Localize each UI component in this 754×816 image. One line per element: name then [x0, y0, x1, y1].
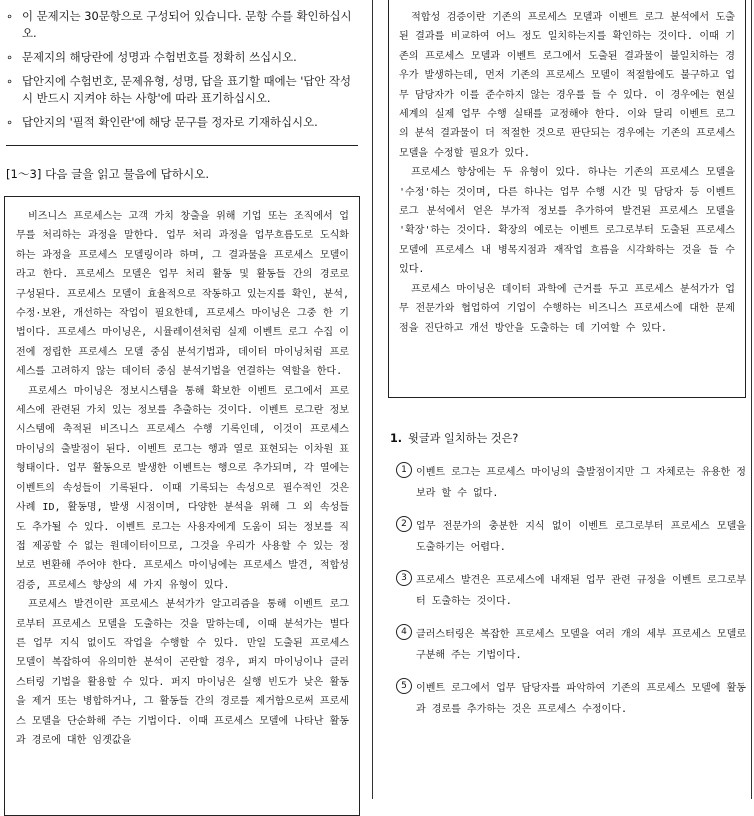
question-stem: 1. 윗글과 일치하는 것은?	[390, 432, 519, 445]
choice-text: 업무 전문가의 충분한 지식 없이 이벤트 로그로부터 프로세스 모델을 도출하기는 어렵다.	[416, 521, 746, 553]
choice-number-circle: 4	[396, 624, 412, 640]
instruction-item: ∘ 문제지의 해당란에 성명과 수험번호를 정확히 쓰십시오.	[6, 50, 297, 64]
passage-paragraph: 프로세스 발견이란 프로세스 분석가가 알고리즘을 통해 이벤트 로그로부터 프로세스 모델을 도출하는 것을 말하는데, 이때 분석가는 별다른 업무 지식 없이도 작업을 수행할 수 있다. 만일 도출된 프로세스 모델이 복잡하여 유의미한 분석이 곤란할 경우, 퍼지 마이닝이나 클러스터링 기법을 활용할 수 있다. 퍼지 마이닝은 실행 빈도가 낮은 활동을 제거 또는 병합하거나, 그 활동들 간의 경로를 제거함으로써 프로세스 모델을 단순화해 주는 기법이다. 이때 프로세스 모델에 나타난 활동과 경로에 대한 임곗값을	[16, 599, 349, 746]
left-column	[0, 0, 372, 799]
page-right-border	[751, 0, 752, 799]
choice-number-circle: 2	[396, 516, 412, 532]
passage-paragraph: 비즈니스 프로세스는 고객 가치 창출을 위해 기업 또는 조직에서 업무를 처리하는 과정을 말한다. 업무 처리 과정을 업무흐름도로 도식화하는 과정을 프로세스 모델링이라 하며, 그 결과물을 프로세스 모델이라고 한다. 프로세스 모델은 업무 처리 활동 및 활동들 간의 경로로 구성된다. 프로세스 모델이 효율적으로 작동하고 있는지를 확인, 분석, 수정·보완, 개선하는 작업이 필요한데, 프로세스 마이닝은 그중 한 기법이다. 프로세스 마이닝은, 시뮬레이션처럼 실제 이벤트 로그 수집 이전에 정립한 프로세스 모델 중심 분석기법과, 데이터 마이닝처럼 프로세스를 고려하지 않는 데이터 중심 분석기법을 연결하는 역할을 한다.	[16, 211, 349, 378]
answer-choice-5[interactable]	[390, 678, 746, 720]
passage-paragraph: 적합성 검증이란 기존의 프로세스 모델과 이벤트 로그 분석에서 도출된 결과를 비교하여 어느 정도 일치하는지를 확인하는 것이다. 이때 기존의 프로세스 모델과 이벤트 로그에서 도출된 결과물이 불일치하는 경우가 발생하는데, 먼저 기존의 프로세스 모델이 적절함에도 불구하고 업무 담당자가 이를 준수하지 않는 경우를 들 수 있다. 이 경우에는 현실 세계의 실제 업무 수행 실태를 교정해야 한다. 이와 달리 이벤트 로그의 분석 결과물이 더 적절한 것으로 판단되는 경우에는 기존의 프로세스 모델을 수정할 필요가 있다.	[399, 12, 735, 159]
passage-paragraph: 프로세스 마이닝은 정보시스템을 통해 확보한 이벤트 로그에서 프로세스에 관련된 가치 있는 정보를 추출하는 것이다. 이벤트 로그란 정보시스템에 축적된 비즈니스 프로세스 수행 기록인데, 이것이 프로세스 마이닝의 출발점이 된다. 이벤트 로그는 행과 열로 표현되는 이차원 표 형태이다. 업무 활동으로 발생한 이벤트는 행으로 추가되며, 각 열에는 이벤트의 속성들이 기록된다. 이때 기록되는 속성으로 필수적인 것은 사례 ID, 활동명, 발생 시점이며, 다양한 분석을 위해 그 외 속성들도 추가될 수 있다. 이벤트 로그는 사용자에게 도움이 되는 정보를 직접 제공할 수 없는 원데이터이므로, 그것을 우리가 사용할 수 있는 정보로 변환해 주어야 한다. 프로세스 마이닝에는 프로세스 발견, 적합성 검증, 프로세스 향상의 세 가지 유형이 있다.	[16, 385, 349, 591]
instruction-item: ∘ 답안지의 '필적 확인란'에 해당 문구를 정자로 기재하십시오.	[6, 115, 318, 129]
instruction-item: ∘ 답안지에 수험번호, 문제유형, 성명, 답을 표기할 때에는 '답안 작성 시 반드시 지켜야 하는 사항'에 따라 표기하십시오.	[6, 74, 352, 105]
bullet-icon: ∘	[6, 50, 14, 64]
answer-choice-3[interactable]	[390, 570, 746, 612]
answer-choice-4[interactable]	[390, 624, 746, 666]
bullet-icon: ∘	[6, 9, 14, 23]
section-divider	[6, 145, 358, 146]
instruction-item: ∘ 이 문제지는 30문항으로 구성되어 있습니다. 문항 수를 확인하십시오.	[6, 9, 352, 40]
exam-instructions	[4, 8, 360, 138]
choice-text: 프로세스 발견은 프로세스에 내재된 업무 관련 규정을 이벤트 로그로부터 도출하는 것이다.	[416, 575, 746, 607]
bullet-icon: ∘	[6, 115, 14, 129]
question-group-header: [1～3] 다음 글을 읽고 물음에 답하시오.	[6, 167, 210, 181]
choice-number-circle: 3	[396, 570, 412, 586]
passage-box-left	[4, 196, 360, 816]
question-1	[390, 430, 746, 732]
choice-text: 이벤트 로그는 프로세스 마이닝의 출발점이지만 그 자체로는 유용한 정보라 할 수 없다.	[416, 467, 746, 499]
question-number: 1.	[390, 432, 403, 445]
bullet-icon: ∘	[6, 74, 14, 88]
choice-text: 이벤트 로그에서 업무 담당자를 파악하여 기존의 프로세스 모델에 활동과 경로를 추가하는 것은 프로세스 수정이다.	[416, 683, 746, 715]
answer-choice-2[interactable]	[390, 516, 746, 558]
answer-choice-1[interactable]	[390, 462, 746, 504]
passage-paragraph: 프로세스 마이닝은 데이터 과학에 근거를 두고 프로세스 분석가가 업무 전문가와 협업하여 기업이 수행하는 비즈니스 프로세스에 대한 문제점을 진단하고 개선 방안을 도출하는 데 기여할 수 있다.	[399, 283, 735, 334]
passage-paragraph: 프로세스 향상에는 두 유형이 있다. 하나는 기존의 프로세스 모델을 '수정'하는 것이며, 다른 하나는 업무 수행 시간 및 담당자 등 이벤트 로그 분석에서 얻은 부가적 정보를 추가하여 발견된 프로세스 모델을 '확장'하는 것이다. 확장의 예로는 이벤트 로그로부터 도출된 프로세스 모델에 프로세스 내 병목지점과 재작업 흐름을 시각화하는 것을 들 수 있다.	[399, 167, 735, 276]
choice-text: 클러스터링은 복잡한 프로세스 모델을 여러 개의 세부 프로세스 모델로 구분해 주는 기법이다.	[416, 629, 746, 661]
choice-number-circle: 5	[396, 678, 412, 694]
column-divider	[372, 0, 373, 799]
choice-number-circle: 1	[396, 462, 412, 478]
passage-box-right	[388, 0, 746, 398]
